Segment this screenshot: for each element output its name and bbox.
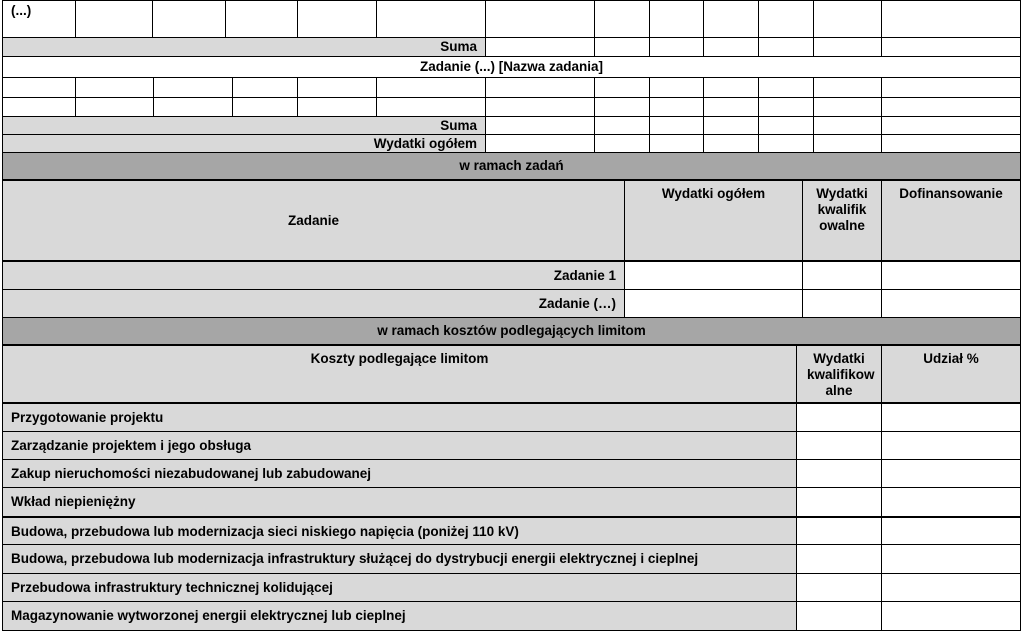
table-cell[interactable] <box>882 78 1021 98</box>
column-header-task: Zadanie <box>2 181 625 261</box>
table-cell[interactable] <box>759 135 814 153</box>
table-cell[interactable] <box>2 98 76 117</box>
table-cell[interactable] <box>797 602 882 631</box>
table-cell[interactable] <box>882 460 1021 488</box>
table-cell[interactable] <box>803 290 882 318</box>
table-row: Przygotowanie projektu <box>2 403 797 432</box>
table-cell[interactable] <box>797 574 882 602</box>
table-cell[interactable] <box>882 0 1021 38</box>
table-cell[interactable] <box>486 78 595 98</box>
suma-label: Suma <box>2 117 486 135</box>
table-cell[interactable] <box>298 78 377 98</box>
table-cell[interactable] <box>226 0 298 38</box>
column-header-costs: Koszty podlegające limitom <box>2 346 797 403</box>
table-cell[interactable] <box>595 98 650 117</box>
table-cell[interactable] <box>233 98 298 117</box>
table-cell[interactable] <box>595 38 650 57</box>
table-cell[interactable] <box>595 0 650 38</box>
table-cell[interactable] <box>759 38 814 57</box>
section-header-limits: w ramach kosztów podlegających limitom <box>2 318 1021 346</box>
table-cell[interactable] <box>759 0 814 38</box>
table-cell[interactable] <box>814 78 882 98</box>
section-header-tasks: w ramach zadań <box>2 153 1021 181</box>
table-row: Zadanie (…) <box>2 290 625 318</box>
table-cell[interactable] <box>814 117 882 135</box>
table-cell[interactable] <box>153 0 226 38</box>
table-cell[interactable] <box>797 517 882 545</box>
table-cell[interactable] <box>814 98 882 117</box>
table-cell[interactable] <box>704 98 759 117</box>
table-cell[interactable] <box>377 98 486 117</box>
table-cell[interactable] <box>377 78 486 98</box>
table-cell[interactable] <box>882 290 1021 318</box>
table-cell[interactable] <box>882 432 1021 460</box>
table-cell[interactable] <box>814 0 882 38</box>
table-cell[interactable] <box>803 261 882 290</box>
table-cell[interactable] <box>2 78 76 98</box>
table-cell[interactable] <box>814 38 882 57</box>
table-cell[interactable] <box>76 0 153 38</box>
table-cell[interactable] <box>486 98 595 117</box>
table-cell[interactable] <box>704 117 759 135</box>
table-cell[interactable] <box>882 517 1021 545</box>
table-cell[interactable] <box>882 117 1021 135</box>
task-name-header: Zadanie (...) [Nazwa zadania] <box>2 57 1021 78</box>
table-cell[interactable] <box>595 135 650 153</box>
table-cell[interactable] <box>797 460 882 488</box>
table-cell[interactable] <box>882 403 1021 432</box>
table-cell[interactable] <box>797 403 882 432</box>
table-cell[interactable] <box>486 38 595 57</box>
table-cell[interactable] <box>882 488 1021 517</box>
table-cell[interactable] <box>704 38 759 57</box>
table-cell[interactable] <box>882 98 1021 117</box>
column-header-eligible: Wydatki kwalifik owalne <box>803 181 882 261</box>
table-cell[interactable] <box>625 261 803 290</box>
table-cell[interactable] <box>882 574 1021 602</box>
column-header-cofinancing: Dofinansowanie <box>882 181 1021 261</box>
table-cell[interactable] <box>650 78 704 98</box>
table-cell[interactable] <box>814 135 882 153</box>
table-cell[interactable] <box>650 98 704 117</box>
table-cell[interactable] <box>882 261 1021 290</box>
suma-label: Suma <box>2 38 486 57</box>
table-row: Budowa, przebudowa lub modernizacja sieci niskiego napięcia (poniżej 110 kV) <box>2 517 797 545</box>
table-cell[interactable] <box>595 78 650 98</box>
table-cell[interactable] <box>650 38 704 57</box>
table-row: Magazynowanie wytworzonej energii elektrycznej lub cieplnej <box>2 602 797 631</box>
table-cell[interactable] <box>759 78 814 98</box>
table-cell[interactable] <box>298 0 377 38</box>
table-cell[interactable] <box>76 98 154 117</box>
table-cell[interactable] <box>486 135 595 153</box>
table-cell[interactable] <box>882 38 1021 57</box>
table-row: Zarządzanie projektem i jego obsługa <box>2 432 797 460</box>
table-cell[interactable] <box>76 78 154 98</box>
column-header-share: Udział % <box>882 346 1021 403</box>
column-header-total: Wydatki ogółem <box>625 181 803 261</box>
table-cell[interactable] <box>154 98 233 117</box>
table-cell[interactable] <box>650 117 704 135</box>
table-cell[interactable] <box>595 117 650 135</box>
table-cell[interactable] <box>797 488 882 517</box>
table-cell[interactable] <box>797 432 882 460</box>
table-cell[interactable] <box>650 0 704 38</box>
table-cell[interactable] <box>486 117 595 135</box>
table-cell[interactable] <box>704 135 759 153</box>
table-cell[interactable] <box>154 78 233 98</box>
table-cell[interactable] <box>704 78 759 98</box>
table-cell[interactable] <box>882 135 1021 153</box>
table-cell[interactable] <box>759 117 814 135</box>
table-cell[interactable] <box>625 290 803 318</box>
table-row: Wkład niepieniężny <box>2 488 797 517</box>
table-cell[interactable] <box>882 602 1021 631</box>
table-row: Budowa, przebudowa lub modernizacja infrastruktury służącej do dystrybucji energii elektrycznej i cieplnej <box>2 545 797 574</box>
table-cell[interactable] <box>377 0 486 38</box>
table-row: Zadanie 1 <box>2 261 625 290</box>
table-cell[interactable] <box>759 98 814 117</box>
column-header-eligible: Wydatki kwalifikow alne <box>797 346 882 403</box>
table-cell[interactable] <box>233 78 298 98</box>
table-cell[interactable] <box>298 98 377 117</box>
table-row: Zakup nieruchomości niezabudowanej lub zabudowanej <box>2 460 797 488</box>
table-cell[interactable] <box>797 545 882 574</box>
table-cell[interactable] <box>704 0 759 38</box>
table-cell[interactable] <box>486 0 595 38</box>
table-cell[interactable] <box>882 545 1021 574</box>
table-cell-label: (...) <box>2 0 76 38</box>
table-cell[interactable] <box>650 135 704 153</box>
table-row: Przebudowa infrastruktury technicznej kolidującej <box>2 574 797 602</box>
total-expenses-label: Wydatki ogółem <box>2 135 486 153</box>
